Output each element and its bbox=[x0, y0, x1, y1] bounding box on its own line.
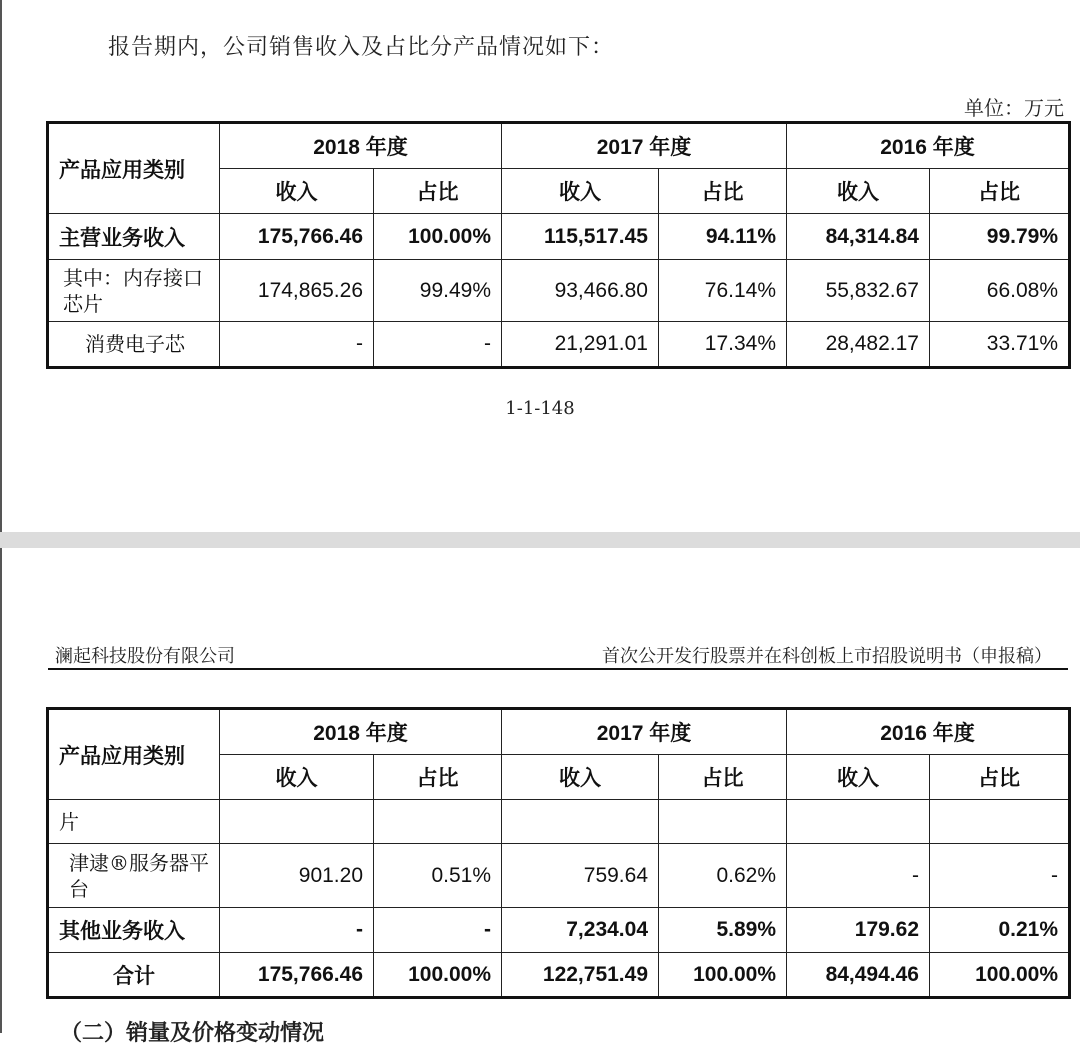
year-header-2018: 2018 年度 bbox=[220, 123, 502, 169]
row-label: 主营业务收入 bbox=[48, 214, 220, 260]
cell: 179.62 bbox=[787, 908, 930, 953]
row-label: 合计 bbox=[48, 953, 220, 998]
share-header: 占比 bbox=[374, 755, 502, 800]
table-row bbox=[48, 953, 1070, 998]
page-left-border bbox=[0, 548, 2, 1033]
table-row bbox=[48, 322, 1070, 368]
cell: 174,865.26 bbox=[220, 260, 374, 322]
category-header: 产品应用类别 bbox=[48, 123, 220, 214]
year-header-2016: 2016 年度 bbox=[787, 123, 1070, 169]
document-title: 首次公开发行股票并在科创板上市招股说明书（申报稿） bbox=[602, 646, 1052, 667]
cell: 100.00% bbox=[659, 953, 787, 998]
next-section-heading: （二）销量及价格变动情况 bbox=[60, 1020, 325, 1046]
page-left-border bbox=[0, 0, 2, 532]
cell: - bbox=[930, 844, 1070, 908]
document-header bbox=[55, 642, 1064, 668]
cell: 66.08% bbox=[930, 260, 1070, 322]
row-label: 其他业务收入 bbox=[48, 908, 220, 953]
category-header: 产品应用类别 bbox=[48, 709, 220, 800]
share-header: 占比 bbox=[930, 169, 1070, 214]
revenue-table-page2 bbox=[46, 707, 1071, 999]
share-header: 占比 bbox=[930, 755, 1070, 800]
cell: 5.89% bbox=[659, 908, 787, 953]
cell bbox=[220, 800, 374, 844]
intro-text: 报告期内，公司销售收入及占比分产品情况如下： bbox=[108, 35, 615, 60]
cell: 33.71% bbox=[930, 322, 1070, 368]
revenue-header: 收入 bbox=[220, 755, 374, 800]
page-number: 1-1-148 bbox=[505, 398, 575, 419]
cell: 175,766.46 bbox=[220, 214, 374, 260]
cell: 55,832.67 bbox=[787, 260, 930, 322]
company-name: 澜起科技股份有限公司 bbox=[55, 646, 235, 667]
unit-label: 单位：万元 bbox=[964, 96, 1064, 120]
cell: 115,517.45 bbox=[502, 214, 659, 260]
table-row bbox=[48, 800, 1070, 844]
cell: 21,291.01 bbox=[502, 322, 659, 368]
cell: 84,314.84 bbox=[787, 214, 930, 260]
table-row bbox=[48, 260, 1070, 322]
year-header-2017: 2017 年度 bbox=[502, 709, 787, 755]
cell: - bbox=[374, 322, 502, 368]
cell: 175,766.46 bbox=[220, 953, 374, 998]
cell: 93,466.80 bbox=[502, 260, 659, 322]
cell: 17.34% bbox=[659, 322, 787, 368]
table-row bbox=[48, 214, 1070, 260]
row-label: 片 bbox=[48, 800, 220, 844]
revenue-header: 收入 bbox=[220, 169, 374, 214]
cell: 100.00% bbox=[374, 953, 502, 998]
cell bbox=[787, 800, 930, 844]
cell: - bbox=[220, 908, 374, 953]
cell: - bbox=[220, 322, 374, 368]
cell: 99.79% bbox=[930, 214, 1070, 260]
cell: 76.14% bbox=[659, 260, 787, 322]
cell: 99.49% bbox=[374, 260, 502, 322]
year-header-2017: 2017 年度 bbox=[502, 123, 787, 169]
share-header: 占比 bbox=[659, 169, 787, 214]
row-label: 其中：内存接口芯片 bbox=[48, 260, 220, 322]
cell: 28,482.17 bbox=[787, 322, 930, 368]
revenue-header: 收入 bbox=[502, 169, 659, 214]
revenue-header: 收入 bbox=[787, 755, 930, 800]
cell: 0.21% bbox=[930, 908, 1070, 953]
cell: 901.20 bbox=[220, 844, 374, 908]
year-header-2018: 2018 年度 bbox=[220, 709, 502, 755]
cell: 94.11% bbox=[659, 214, 787, 260]
cell bbox=[659, 800, 787, 844]
cell bbox=[502, 800, 659, 844]
cell: 100.00% bbox=[930, 953, 1070, 998]
header-rule bbox=[48, 668, 1068, 670]
cell bbox=[374, 800, 502, 844]
cell bbox=[930, 800, 1070, 844]
share-header: 占比 bbox=[659, 755, 787, 800]
row-label: 津逮®服务器平台 bbox=[48, 844, 220, 908]
cell: 0.51% bbox=[374, 844, 502, 908]
revenue-header: 收入 bbox=[502, 755, 659, 800]
cell: 100.00% bbox=[374, 214, 502, 260]
table-row bbox=[48, 844, 1070, 908]
revenue-table-page1 bbox=[46, 121, 1071, 369]
cell: 84,494.46 bbox=[787, 953, 930, 998]
cell: 0.62% bbox=[659, 844, 787, 908]
revenue-header: 收入 bbox=[787, 169, 930, 214]
cell: 759.64 bbox=[502, 844, 659, 908]
cell: 122,751.49 bbox=[502, 953, 659, 998]
cell: 7,234.04 bbox=[502, 908, 659, 953]
cell: - bbox=[787, 844, 930, 908]
cell: - bbox=[374, 908, 502, 953]
page-separator bbox=[0, 532, 1080, 548]
row-label: 消费电子芯 bbox=[48, 322, 220, 368]
year-header-2016: 2016 年度 bbox=[787, 709, 1070, 755]
share-header: 占比 bbox=[374, 169, 502, 214]
table-row bbox=[48, 908, 1070, 953]
